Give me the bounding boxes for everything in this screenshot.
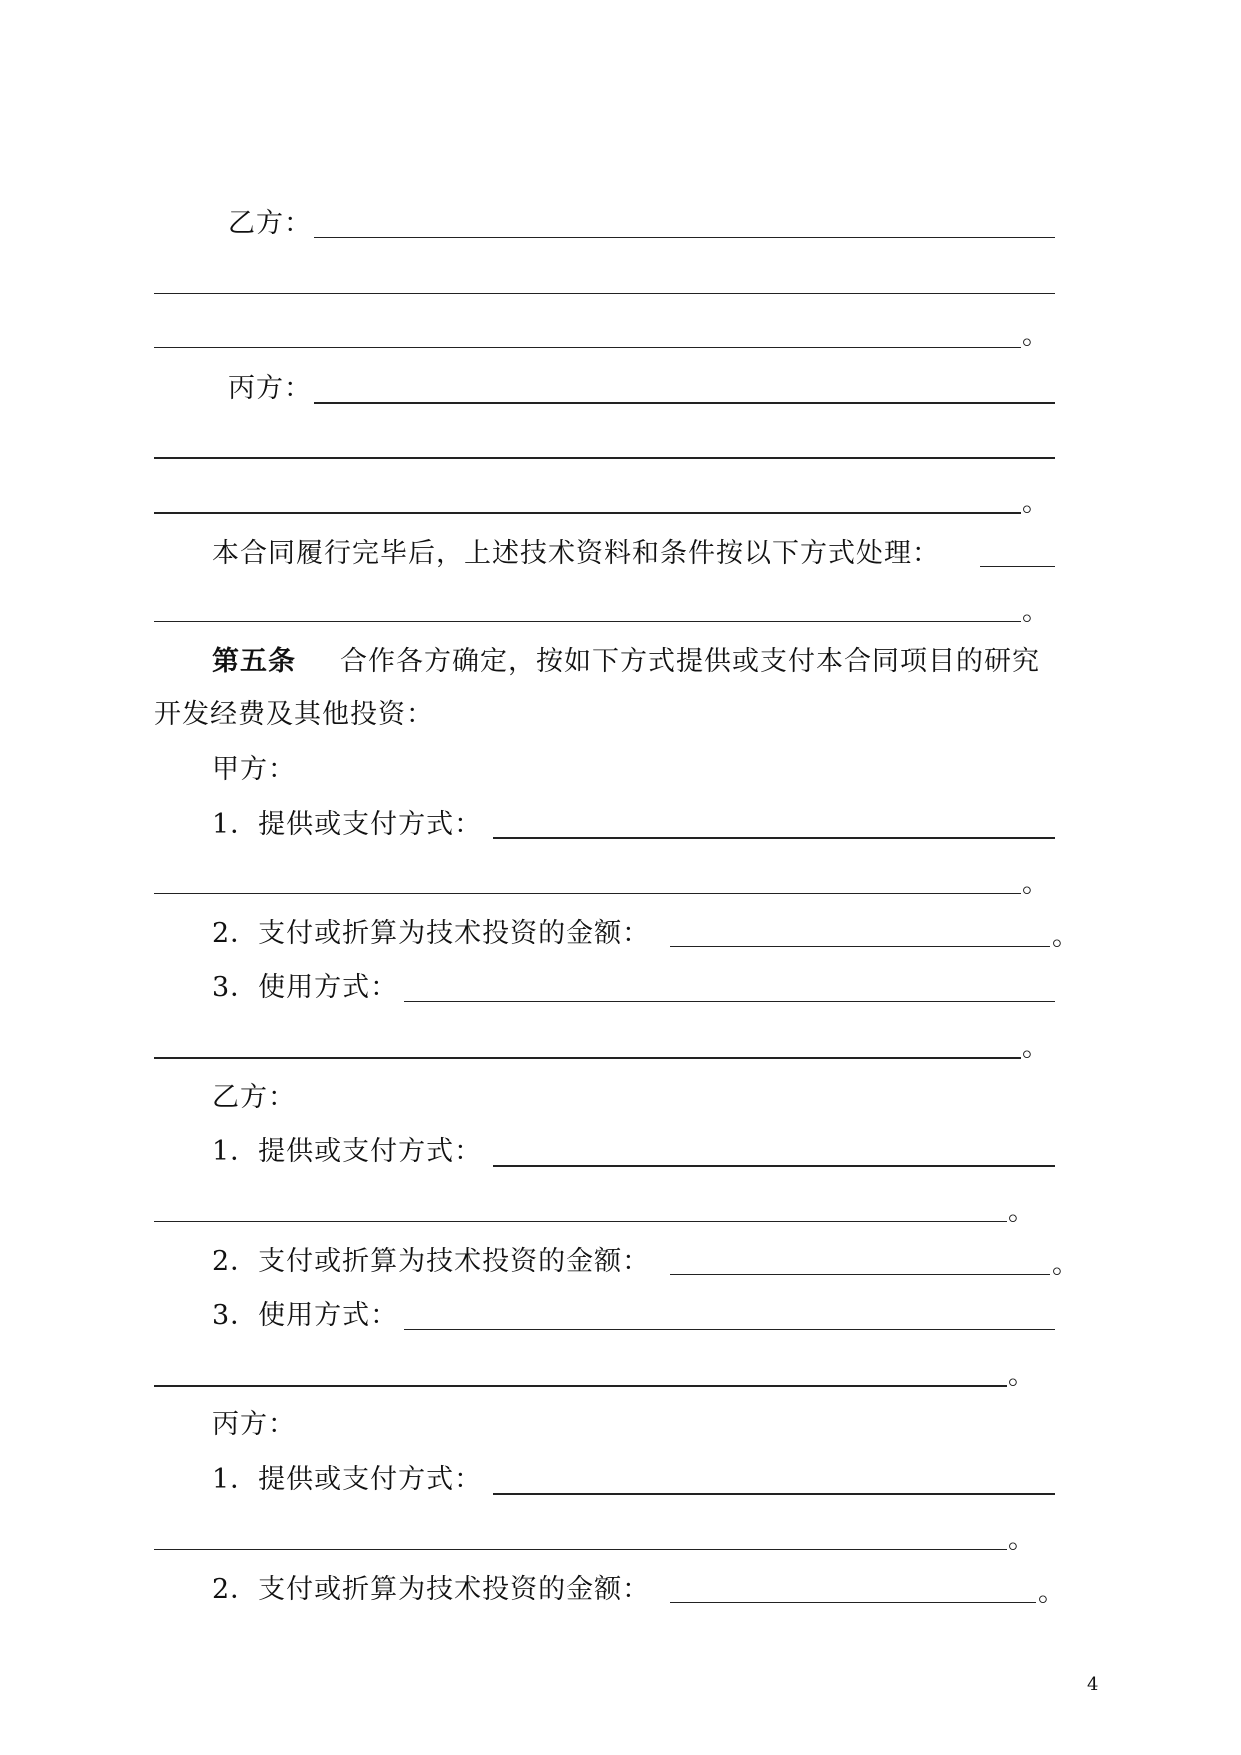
jia-item-method: 1．提供或支付方式： [212,809,483,840]
fill-line[interactable] [154,457,1055,459]
fill-line[interactable] [493,1493,1055,1495]
period: 。 [1022,487,1049,518]
period: 。 [1022,1032,1049,1063]
fill-line[interactable] [670,946,1050,947]
period: 。 [1022,596,1049,627]
period: 。 [1038,1577,1065,1608]
fill-line[interactable] [154,893,1021,894]
fill-line[interactable] [314,402,1055,404]
article-5-text-line1: 合作各方确定，按如下方式提供或支付本合同项目的研究 [340,646,1040,677]
jia-item-amount: 2．支付或折算为技术投资的金额： [212,918,651,949]
fill-line[interactable] [404,1329,1055,1330]
fill-line[interactable] [154,1057,1021,1059]
fill-line[interactable] [154,621,1021,622]
jia-item-use: 3．使用方式： [212,972,399,1003]
yi-party-heading: 乙方： [212,1082,296,1113]
fill-line[interactable] [404,1001,1055,1002]
bing-item-method: 1．提供或支付方式： [212,1464,483,1495]
fill-line[interactable] [314,237,1055,238]
bing-label: 丙方： [228,373,312,404]
fill-line[interactable] [154,1385,1007,1387]
yi-item-amount: 2．支付或折算为技术投资的金额： [212,1246,651,1277]
yi-label: 乙方： [228,208,312,239]
yi-item-use: 3．使用方式： [212,1300,399,1331]
period: 。 [1022,320,1049,351]
fill-line[interactable] [154,347,1021,348]
period: 。 [1022,868,1049,899]
article-5-text-line2: 开发经费及其他投资： [154,699,434,730]
fill-line[interactable] [154,1221,1007,1222]
fill-line[interactable] [493,1165,1055,1167]
fill-line[interactable] [670,1274,1050,1275]
yi-item-method: 1．提供或支付方式： [212,1136,483,1167]
article-5-title: 第五条 [212,646,296,677]
bing-item-amount: 2．支付或折算为技术投资的金额： [212,1574,651,1605]
period: 。 [1052,921,1079,952]
period: 。 [1052,1249,1079,1280]
period: 。 [1008,1524,1035,1555]
fill-line[interactable] [154,293,1055,294]
fill-line[interactable] [154,1549,1007,1550]
fill-line[interactable] [493,837,1055,839]
period: 。 [1008,1360,1035,1391]
page-number: 4 [1087,1674,1099,1695]
fill-line[interactable] [670,1602,1036,1603]
after-completion-text: 本合同履行完毕后，上述技术资料和条件按以下方式处理： [212,538,940,569]
bing-party-heading: 丙方： [212,1409,296,1440]
fill-line[interactable] [980,566,1055,567]
jia-party-heading: 甲方： [212,754,296,785]
fill-line[interactable] [154,512,1021,514]
period: 。 [1008,1196,1035,1227]
